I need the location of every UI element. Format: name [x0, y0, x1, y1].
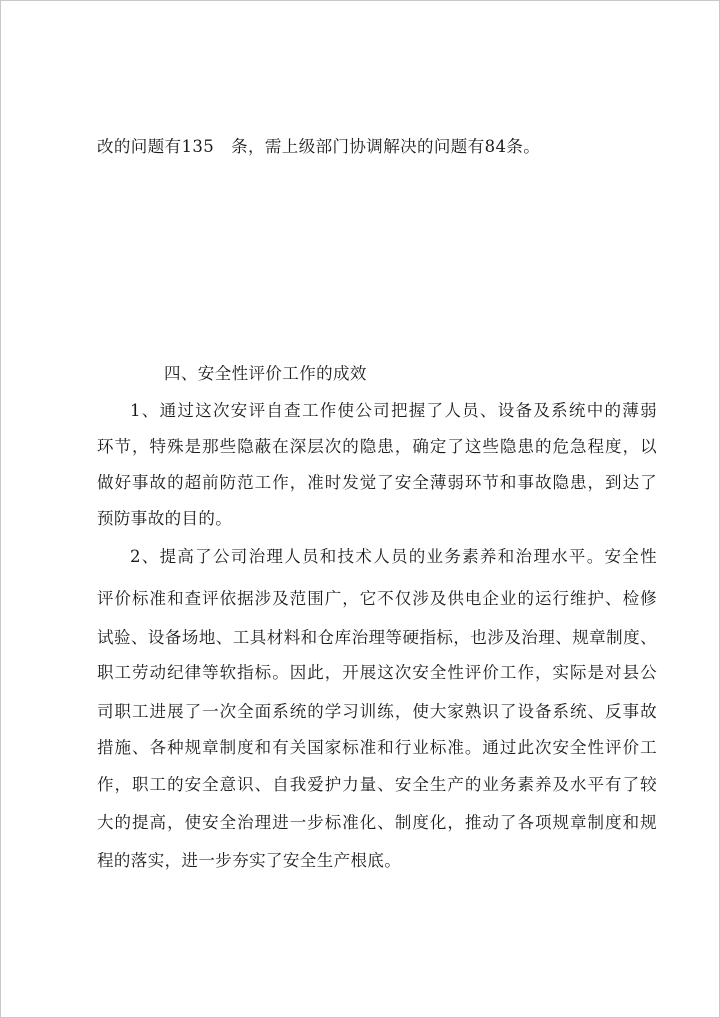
para1-line-4: 预防事故的目的。: [97, 509, 233, 528]
para2-line-7: 作，职工的安全意识、自我爱护力量、安全生产的业务素养及水平有了较: [97, 775, 657, 794]
para1-line-3: 做好事故的超前防范工作，准时发觉了安全薄弱环节和事故隐患，到达了: [97, 473, 657, 492]
top-line: 改的问题有135 条，需上级部门协调解决的问题有84条。: [97, 137, 541, 156]
para2-line-9: 程的落实，进一步夯实了安全生产根底。: [97, 851, 402, 870]
para2-line-3: 试验、设备场地、工具材料和仓库治理等硬指标，也涉及治理、规章制度、: [97, 628, 657, 647]
para1-line-1: 1、通过这次安评自查工作使公司把握了人员、设备及系统中的薄弱: [130, 401, 657, 420]
para2-line-8: 大的提高，使安全治理进一步标准化、制度化，推动了各项规章制度和规: [97, 813, 657, 832]
para2-line-2: 评价标准和查评依据涉及范围广，它不仅涉及供电企业的运行维护、检修: [97, 589, 657, 608]
para1-line-2: 环节，特殊是那些隐蔽在深层次的隐患，确定了这些隐患的危急程度，以: [97, 437, 657, 456]
para2-line-4: 职工劳动纪律等软指标。因此，开展这次安全性评价工作，实际是对县公: [97, 663, 657, 682]
para2-line-5: 司职工进展了一次全面系统的学习训练，使大家熟识了设备系统、反事故: [97, 702, 657, 721]
para2-line-6: 措施、各种规章制度和有关国家标准和行业标准。通过此次安全性评价工: [97, 738, 657, 757]
para2-line-1: 2、提高了公司治理人员和技术人员的业务素养和治理水平。安全性: [130, 547, 657, 566]
section-heading: 四、安全性评价工作的成效: [164, 364, 367, 383]
